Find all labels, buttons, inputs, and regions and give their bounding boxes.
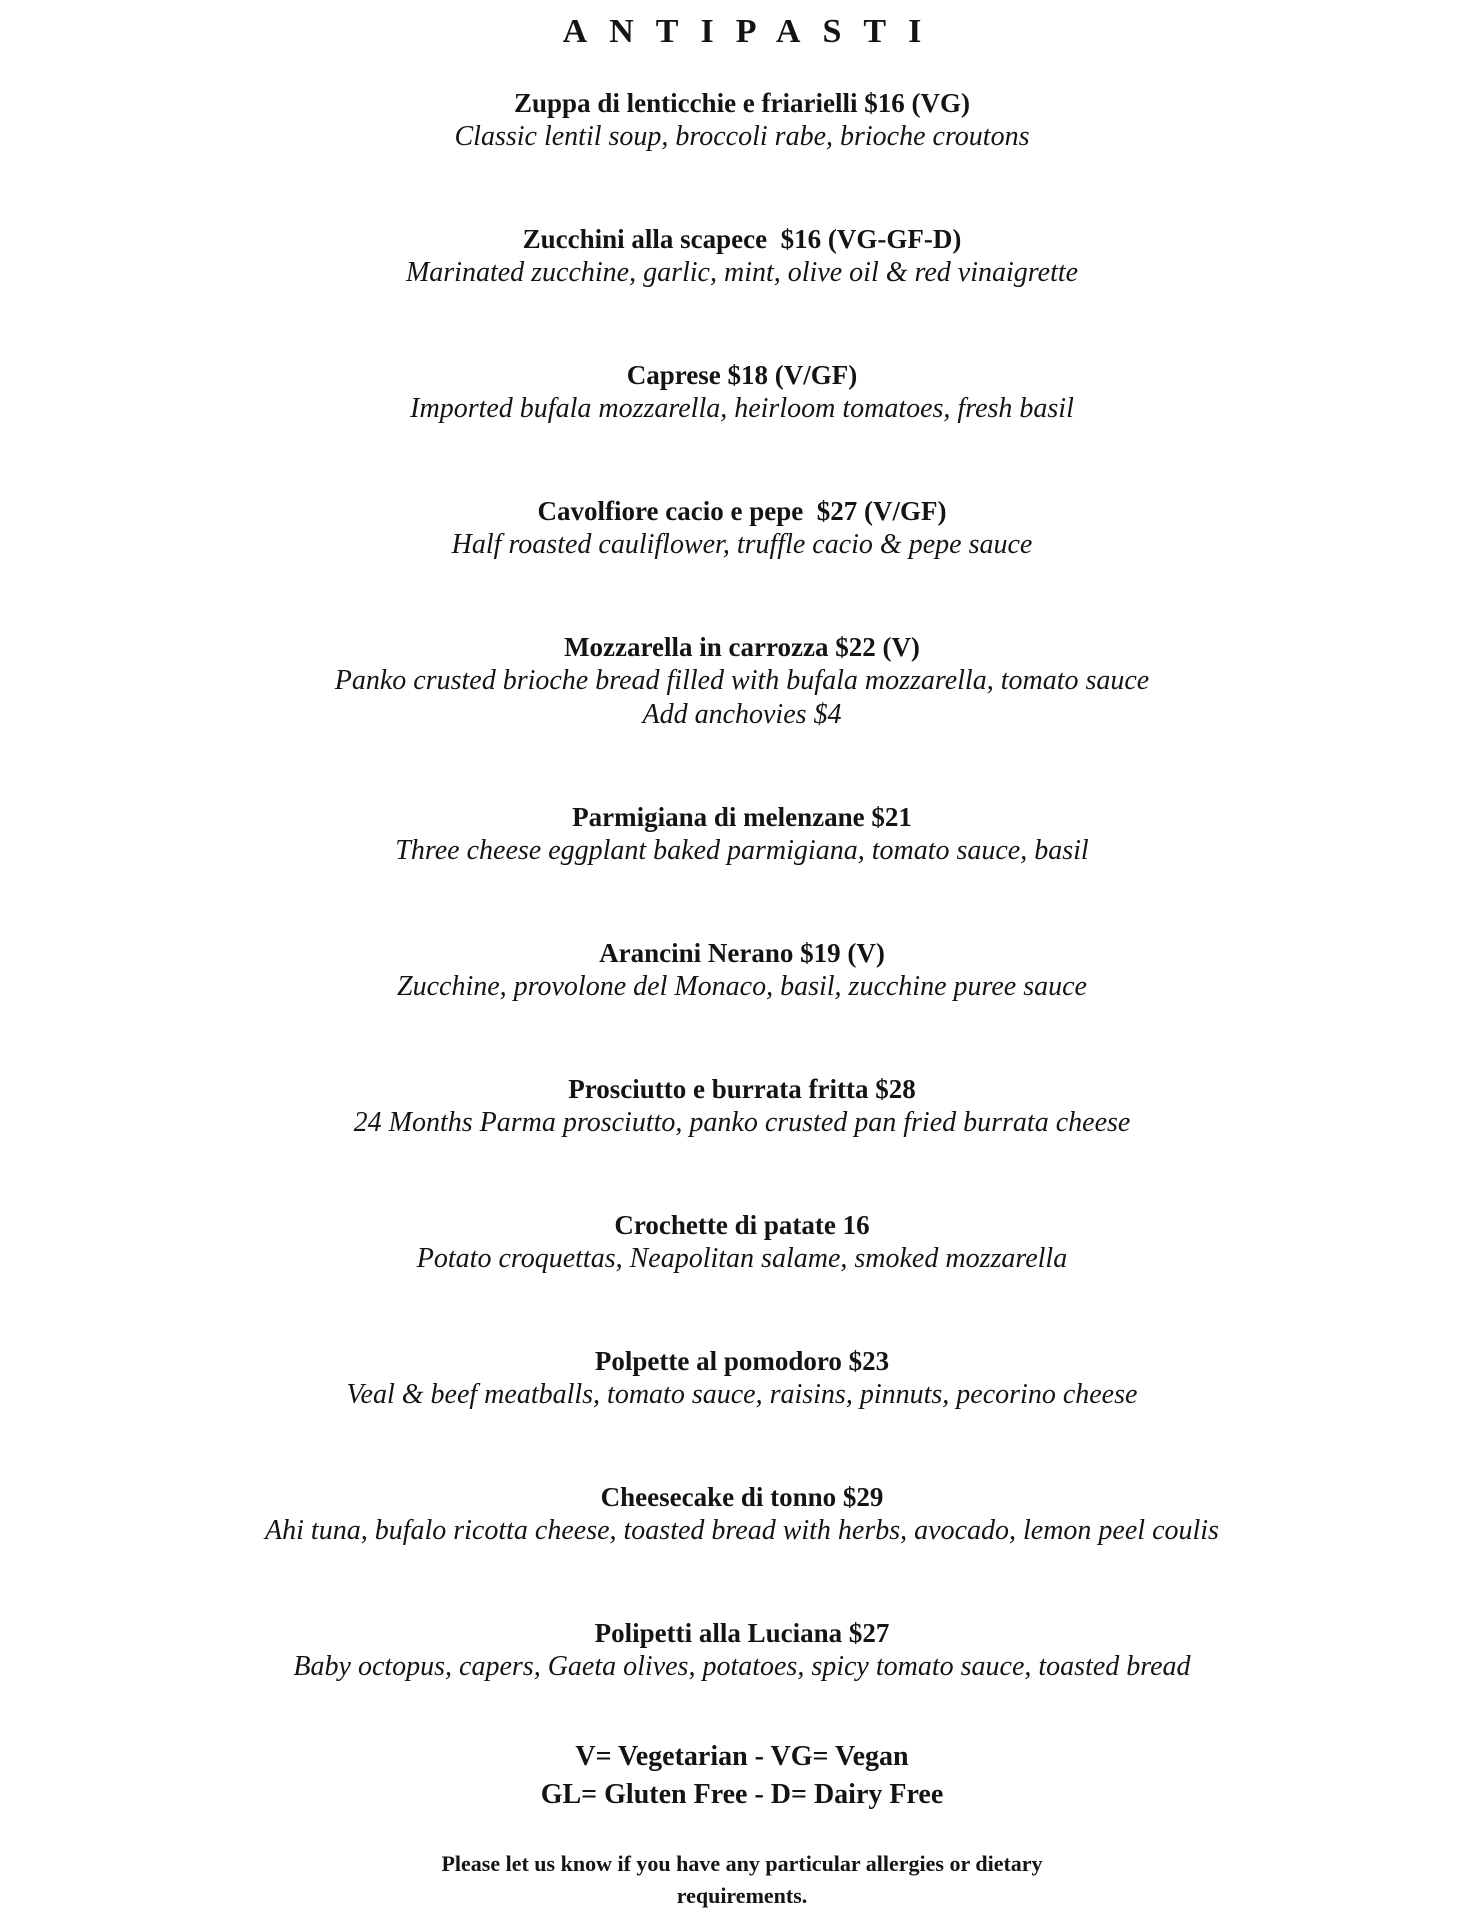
- item-description: Potato croquettas, Neapolitan salame, smoked mozzarella: [416, 1243, 1068, 1274]
- item-name: Mozzarella in carrozza $22 (V): [564, 632, 920, 662]
- item-name: Cavolfiore cacio e pepe $27 (V/GF): [537, 496, 947, 526]
- item-name: Polpette al pomodoro $23: [594, 1346, 890, 1376]
- item-name: Polipetti alla Luciana $27: [594, 1618, 890, 1648]
- menu-item: [0, 86, 1484, 154]
- legend-line: GL= Gluten Free - D= Dairy Free: [540, 1779, 944, 1810]
- item-extra: Add anchovies $4: [642, 699, 842, 730]
- menu-item: [0, 1616, 1484, 1684]
- item-name: Zuppa di lenticchie e friarielli $16 (VG): [514, 88, 970, 118]
- item-name: Cheesecake di tonno $29: [600, 1482, 884, 1512]
- menu-item: [0, 936, 1484, 1004]
- menu-item: [0, 1344, 1484, 1412]
- item-description: Half roasted cauliflower, truffle cacio & pepe sauce: [451, 529, 1033, 560]
- menu-item: [0, 1208, 1484, 1276]
- item-name: Parmigiana di melenzane $21: [572, 802, 912, 832]
- item-description: Panko crusted brioche bread filled with bufala mozzarella, tomato sauce: [334, 665, 1150, 696]
- item-description: Veal & beef meatballs, tomato sauce, raisins, pinnuts, pecorino cheese: [346, 1379, 1138, 1410]
- menu-item: [0, 630, 1484, 732]
- item-name: Crochette di patate 16: [614, 1210, 870, 1240]
- item-description: Three cheese eggplant baked parmigiana, tomato sauce, basil: [395, 835, 1089, 866]
- item-description: Classic lentil soup, broccoli rabe, brioche croutons: [454, 121, 1030, 152]
- item-name: Caprese $18 (V/GF): [626, 360, 858, 390]
- menu-item: [0, 1072, 1484, 1140]
- menu-item: [0, 494, 1484, 562]
- note-line: Please let us know if you have any particular allergies or dietary: [441, 1851, 1043, 1876]
- item-name: Zucchini alla scapece $16 (VG-GF-D): [522, 224, 962, 254]
- note-line: requirements.: [676, 1883, 808, 1908]
- menu-item: [0, 800, 1484, 868]
- menu-item: [0, 358, 1484, 426]
- item-description: Zucchine, provolone del Monaco, basil, zucchine puree sauce: [397, 971, 1087, 1002]
- item-name: Prosciutto e burrata fritta $28: [568, 1074, 916, 1104]
- item-description: 24 Months Parma prosciutto, panko crusted pan fried burrata cheese: [353, 1107, 1131, 1138]
- allergy-note: [0, 1848, 1484, 1912]
- section-title: ANTIPASTI: [562, 13, 944, 50]
- item-name: Arancini Nerano $19 (V): [599, 938, 885, 968]
- dietary-legend: [0, 1738, 1484, 1814]
- item-description: Marinated zucchine, garlic, mint, olive oil & red vinaigrette: [405, 257, 1079, 288]
- item-description: Ahi tuna, bufalo ricotta cheese, toasted bread with herbs, avocado, lemon peel coulis: [265, 1515, 1219, 1546]
- item-description: Imported bufala mozzarella, heirloom tomatoes, fresh basil: [410, 393, 1074, 424]
- menu-item: [0, 1480, 1484, 1548]
- legend-line: V= Vegetarian - VG= Vegan: [575, 1741, 909, 1772]
- menu-item: [0, 222, 1484, 290]
- item-description: Baby octopus, capers, Gaeta olives, potatoes, spicy tomato sauce, toasted bread: [293, 1651, 1191, 1682]
